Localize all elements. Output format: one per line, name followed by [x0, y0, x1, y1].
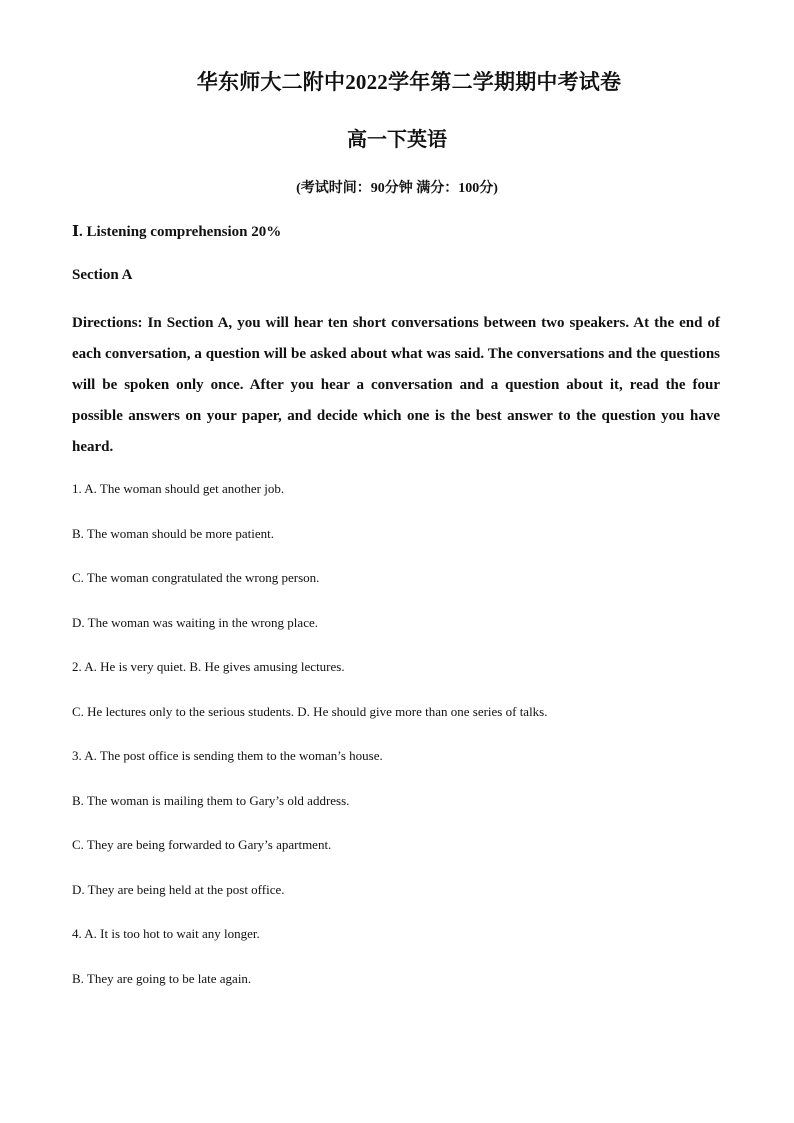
q1-option-d: D. The woman was waiting in the wrong place.: [72, 615, 318, 630]
q1-option-c: C. The woman congratulated the wrong person.: [72, 570, 320, 585]
q3-option-b: B. The woman is mailing them to Gary’s old address.: [72, 793, 350, 808]
section-a-heading: Section A: [72, 267, 133, 283]
q4-option-a: 4. A. It is too hot to wait any longer.: [72, 926, 260, 941]
exam-title: 华东师大二附中2022学年第二学期期中考试卷: [196, 70, 622, 94]
q3-option-c: C. They are being forwarded to Gary’s apartment.: [72, 837, 332, 852]
q4-option-b: B. They are going to be late again.: [72, 971, 252, 986]
q3-option-d: D. They are being held at the post office.: [72, 882, 285, 897]
q3-option-a: 3. A. The post office is sending them to the woman’s house.: [72, 748, 383, 763]
q1-option-a: 1. A. The woman should get another job.: [72, 481, 285, 496]
exam-info: (考试时间：90分钟 满分：100分): [296, 181, 498, 196]
q2-options-ab: 2. A. He is very quiet. B. He gives amusing lectures.: [72, 659, 345, 674]
part-heading-listening: Ⅰ. Listening comprehension 20%: [72, 224, 282, 240]
q1-option-b: B. The woman should be more patient.: [72, 526, 274, 541]
section-a-directions: Directions: In Section A, you will hear ten short conversations between two speakers. At the end of each conversation, a question will be asked about what was said. The conversations and the questions will be spoken only once. After you hear a conversation and a question about it, read the four possible answers on your paper, and decide which one is the best answer to the question you have heard.: [72, 315, 720, 455]
exam-subtitle: 高一下英语: [347, 129, 447, 151]
q2-options-cd: C. He lectures only to the serious students. D. He should give more than one series of talks.: [72, 704, 548, 719]
